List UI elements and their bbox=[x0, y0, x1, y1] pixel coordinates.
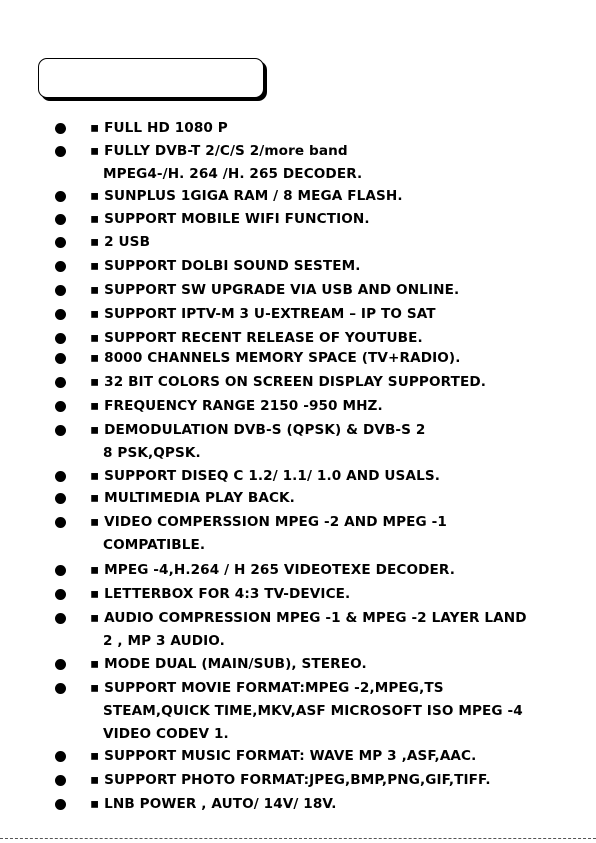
bullet-icon bbox=[55, 425, 66, 436]
page-bottom-rule bbox=[0, 838, 596, 839]
bullet-icon bbox=[55, 214, 66, 225]
feature-text: ▪ MODE DUAL (MAIN/SUB), STEREO. bbox=[90, 656, 367, 672]
feature-text: ▪ SUPPORT PHOTO FORMAT:JPEG,BMP,PNG,GIF,TIFF. bbox=[90, 772, 491, 788]
bullet-icon bbox=[55, 285, 66, 296]
feature-text: ▪ SUPPORT MOVIE FORMAT:MPEG -2,MPEG,TS bbox=[90, 680, 444, 696]
bullet-icon bbox=[55, 377, 66, 388]
feature-text: ▪ AUDIO COMPRESSION MPEG -1 & MPEG -2 LAYER LAND bbox=[90, 610, 527, 626]
bullet-icon bbox=[55, 589, 66, 600]
bullet-icon bbox=[55, 401, 66, 412]
bullet-icon bbox=[55, 751, 66, 762]
feature-text: ▪ DEMODULATION DVB-S (QPSK) & DVB-S 2 bbox=[90, 422, 426, 438]
feature-text: ▪ FULLY DVB-T 2/C/S 2/more band bbox=[90, 143, 348, 159]
bullet-icon bbox=[55, 191, 66, 202]
bullet-icon bbox=[55, 471, 66, 482]
bullet-icon bbox=[55, 659, 66, 670]
bullet-icon bbox=[55, 565, 66, 576]
feature-text: ▪ FULL HD 1080 P bbox=[90, 120, 228, 136]
bullet-icon bbox=[55, 613, 66, 624]
feature-text: ▪ 8000 CHANNELS MEMORY SPACE (TV+RADIO). bbox=[90, 350, 461, 366]
bullet-icon bbox=[55, 146, 66, 157]
feature-text: ▪ FREQUENCY RANGE 2150 -950 MHZ. bbox=[90, 398, 383, 414]
feature-text: ▪ SUNPLUS 1GIGA RAM / 8 MEGA FLASH. bbox=[90, 188, 403, 204]
feature-text-continuation: 8 PSK,QPSK. bbox=[103, 445, 201, 461]
bullet-icon bbox=[55, 775, 66, 786]
bullet-icon bbox=[55, 309, 66, 320]
feature-text-continuation: 2 , MP 3 AUDIO. bbox=[103, 633, 225, 649]
bullet-icon bbox=[55, 261, 66, 272]
feature-text: ▪ 2 USB bbox=[90, 234, 151, 250]
bullet-icon bbox=[55, 799, 66, 810]
feature-text: ▪ MULTIMEDIA PLAY BACK. bbox=[90, 490, 295, 506]
bullet-icon bbox=[55, 333, 66, 344]
feature-text-continuation: MPEG4-/H. 264 /H. 265 DECODER. bbox=[103, 166, 363, 182]
feature-text: ▪ VIDEO COMPERSSION MPEG -2 AND MPEG -1 bbox=[90, 514, 447, 530]
feature-text: ▪ SUPPORT MOBILE WIFI FUNCTION. bbox=[90, 211, 370, 227]
bullet-icon bbox=[55, 493, 66, 504]
bullet-icon bbox=[55, 517, 66, 528]
bullet-icon bbox=[55, 123, 66, 134]
feature-text: ▪ SUPPORT RECENT RELEASE OF YOUTUBE. bbox=[90, 330, 423, 346]
feature-text: ▪ MPEG -4,H.264 / H 265 VIDEOTEXE DECODER. bbox=[90, 562, 455, 578]
feature-text: ▪ LETTERBOX FOR 4:3 TV-DEVICE. bbox=[90, 586, 351, 602]
bullet-icon bbox=[55, 683, 66, 694]
feature-text: ▪ SUPPORT DISEQ C 1.2/ 1.1/ 1.0 AND USALS. bbox=[90, 468, 440, 484]
feature-text: ▪ SUPPORT MUSIC FORMAT: WAVE MP 3 ,ASF,AAC. bbox=[90, 748, 477, 764]
feature-text-continuation: STEAM,QUICK TIME,MKV,ASF MICROSOFT ISO MPEG -4 bbox=[103, 703, 523, 719]
feature-text: ▪ SUPPORT DOLBI SOUND SESTEM. bbox=[90, 258, 361, 274]
feature-text: ▪ SUPPORT SW UPGRADE VIA USB AND ONLINE. bbox=[90, 282, 460, 298]
feature-text: ▪ LNB POWER , AUTO/ 14V/ 18V. bbox=[90, 796, 337, 812]
feature-text-continuation: COMPATIBLE. bbox=[103, 537, 206, 553]
feature-text: ▪ SUPPORT IPTV-M 3 U-EXTREAM – IP TO SAT bbox=[90, 306, 436, 322]
bullet-icon bbox=[55, 237, 66, 248]
feature-text-continuation: VIDEO CODEV 1. bbox=[103, 726, 229, 742]
bullet-icon bbox=[55, 353, 66, 364]
feature-text: ▪ 32 BIT COLORS ON SCREEN DISPLAY SUPPORTED. bbox=[90, 374, 486, 390]
